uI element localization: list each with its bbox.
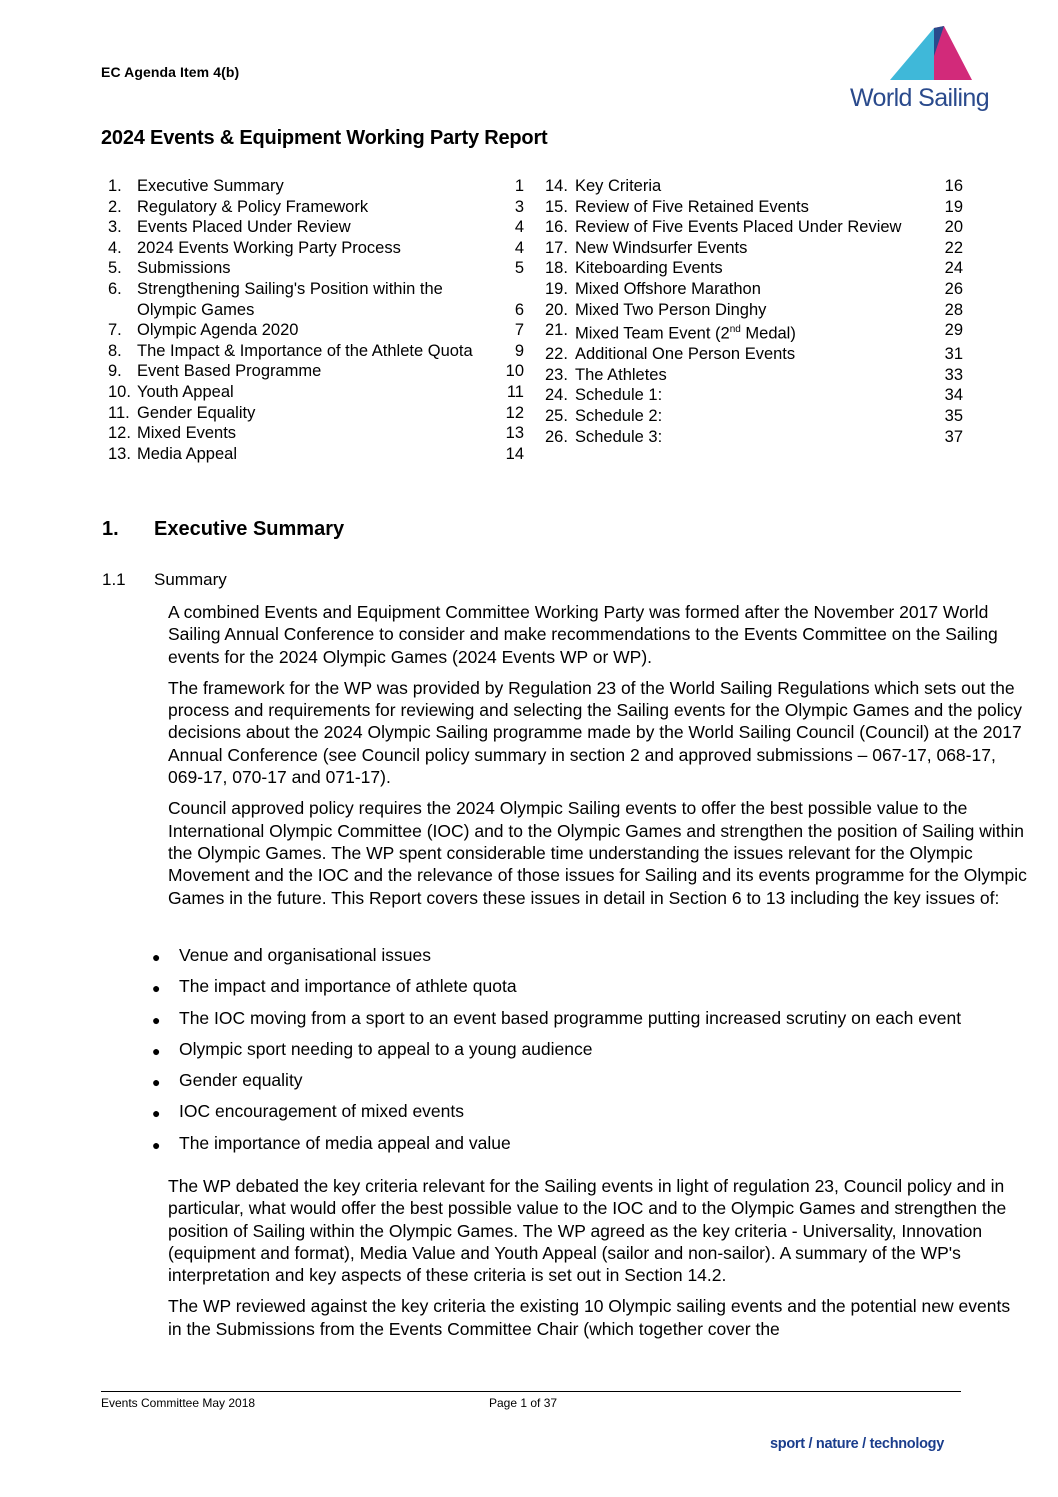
toc-entry-page: 5 xyxy=(514,259,524,278)
toc-entry-number: 21. xyxy=(545,321,568,340)
toc-entry[interactable] xyxy=(545,176,963,197)
toc-entry-label: Schedule 1: xyxy=(575,386,663,405)
toc-entry-page: 22 xyxy=(944,238,963,257)
summary-paragraphs xyxy=(168,601,1028,918)
toc-entry-label: Events Placed Under Review xyxy=(137,218,351,237)
toc-entry[interactable] xyxy=(108,238,524,259)
list-item: ● Gender equality xyxy=(152,1069,1022,1093)
toc-entry[interactable] xyxy=(108,279,524,300)
toc-entry-page: 4 xyxy=(514,238,524,257)
toc-entry-page: 35 xyxy=(944,407,963,426)
section-number: 1. xyxy=(102,518,119,540)
toc-entry-label: Olympic Games xyxy=(137,300,255,319)
toc-entry-number: 7. xyxy=(108,321,122,340)
toc-entry-label: Youth Appeal xyxy=(137,382,234,401)
list-item: ● Venue and organisational issues xyxy=(152,944,1022,968)
toc-entry[interactable] xyxy=(108,361,524,382)
bullet-icon: ● xyxy=(152,980,161,997)
toc-entry-label: Executive Summary xyxy=(137,177,284,195)
toc-entry-page: 10 xyxy=(505,362,524,381)
toc-entry-label: Key Criteria xyxy=(575,177,662,195)
toc-entry[interactable] xyxy=(545,320,963,344)
toc-entry-page: 20 xyxy=(944,218,963,237)
footer-divider xyxy=(101,1391,961,1392)
toc-entry[interactable] xyxy=(108,300,524,321)
toc-entry-number: 19. xyxy=(545,279,568,298)
bullet-icon: ● xyxy=(152,1136,161,1153)
toc-entry-page xyxy=(494,279,524,300)
toc-entry-label: Gender Equality xyxy=(137,403,256,422)
subsection-number: 1.1 xyxy=(102,570,126,589)
toc-entry-number: 1. xyxy=(108,177,122,195)
toc-entry-number: 8. xyxy=(108,341,122,360)
toc-entry-number: 26. xyxy=(545,427,568,446)
footer-committee-date: Events Committee May 2018 xyxy=(101,1396,256,1410)
toc-entry-page: 12 xyxy=(505,403,524,422)
toc-entry-page: 7 xyxy=(514,321,524,340)
toc-entry-label: Submissions xyxy=(137,259,231,278)
bullet-icon: ● xyxy=(152,1011,161,1028)
list-item: ● Olympic sport needing to appeal to a young audience xyxy=(152,1038,1022,1062)
toc-entry[interactable] xyxy=(108,403,524,424)
list-item: ● IOC encouragement of mixed events xyxy=(152,1100,1022,1124)
subsection-title: Summary xyxy=(154,570,227,589)
bullet-icon: ● xyxy=(152,1042,161,1059)
criteria-paragraphs xyxy=(168,1175,1028,1349)
toc-entry[interactable] xyxy=(545,238,963,259)
paragraph: Council approved policy requires the 2024 Olympic Sailing events to offer the best possible value to the International Olympic Committee (IOC) and to the Olympic Games and strengthen the position of Sailing within the Olympic Games. The WP spent considerable time understanding the issues relevant for the Olympic Movement and the IOC and the relevance of those issues for Sailing and its events programme for the Olympic Games in the future. This Report covers these issues in detail in Section 6 to 13 including the key issues of: xyxy=(168,798,1027,908)
page-number: Page 1 of 37 xyxy=(489,1396,558,1410)
key-issues-list xyxy=(152,944,1022,1163)
toc-entry[interactable] xyxy=(545,197,963,218)
toc-entry-number: 12. xyxy=(108,424,131,443)
toc-entry-page: 6 xyxy=(514,300,524,319)
toc-entry-number: 2. xyxy=(108,197,122,216)
toc-entry-page: 9 xyxy=(514,341,524,360)
toc-entry-number: 6. xyxy=(108,279,122,298)
toc-entry-page: 24 xyxy=(944,259,963,278)
toc-entry-page: 33 xyxy=(944,365,963,384)
toc-entry-label: The Athletes xyxy=(575,365,667,384)
toc-entry-number: 16. xyxy=(545,218,568,237)
world-sailing-logo xyxy=(850,26,1005,116)
toc-left-column xyxy=(108,176,524,464)
paragraph: The WP reviewed against the key criteria the existing 10 Olympic sailing events and the potential new events in the Submissions from the Events Committee Chair (which together cover the xyxy=(168,1296,1011,1339)
toc-entry[interactable] xyxy=(108,197,524,218)
toc-entry-label: Schedule 3: xyxy=(575,427,663,446)
toc-entry[interactable] xyxy=(545,300,963,321)
toc-entry-number: 4. xyxy=(108,238,122,257)
toc-entry[interactable] xyxy=(545,217,963,238)
toc-entry-page: 13 xyxy=(505,424,524,443)
toc-entry[interactable] xyxy=(545,344,963,365)
toc-entry-number: 3. xyxy=(108,218,122,237)
page-title: 2024 Events & Equipment Working Party Report xyxy=(101,127,548,149)
toc-entry-label: Mixed Events xyxy=(137,424,237,443)
toc-entry-number: 5. xyxy=(108,259,122,278)
toc-entry-label: Regulatory & Policy Framework xyxy=(137,197,369,216)
toc-entry-page: 37 xyxy=(944,427,963,446)
toc-entry-number: 25. xyxy=(545,407,568,426)
toc-entry-page: 31 xyxy=(944,345,963,364)
toc-entry[interactable] xyxy=(545,427,963,448)
toc-entry[interactable] xyxy=(108,382,524,403)
agenda-item-label: EC Agenda Item 4(b) xyxy=(101,64,240,80)
toc-entry-label: Kiteboarding Events xyxy=(575,259,723,278)
toc-entry-page: 19 xyxy=(944,197,963,216)
toc-entry-page: 14 xyxy=(505,444,524,463)
section-title: Executive Summary xyxy=(154,518,345,540)
toc-entry[interactable] xyxy=(108,258,524,279)
toc-entry-label: Review of Five Events Placed Under Review xyxy=(575,218,902,237)
list-item: ● The importance of media appeal and value xyxy=(152,1132,1022,1156)
toc-entry-page: 29 xyxy=(944,321,963,340)
logo-wordmark: World Sailing xyxy=(850,84,990,112)
toc-entry-label: 2024 Events Working Party Process xyxy=(137,238,401,257)
toc-entry-label: Mixed Team Event (2nd Medal) xyxy=(575,324,796,343)
toc-entry-number: 22. xyxy=(545,345,568,364)
toc-entry-number: 10. xyxy=(108,382,131,401)
toc-entry-label: Event Based Programme xyxy=(137,362,322,381)
toc-entry[interactable] xyxy=(545,258,963,279)
toc-entry-page: 4 xyxy=(514,218,524,237)
section-heading xyxy=(102,518,344,541)
toc-entry[interactable] xyxy=(108,341,524,362)
toc-entry-label: Mixed Two Person Dinghy xyxy=(575,300,767,319)
toc-entry-label: Review of Five Retained Events xyxy=(575,197,809,216)
list-item: ● The IOC moving from a sport to an event based programme putting increased scrutiny on each event xyxy=(152,1007,1022,1031)
toc-entry-label: Schedule 2: xyxy=(575,407,663,426)
toc-entry-label: Media Appeal xyxy=(137,444,237,463)
toc-entry[interactable] xyxy=(545,279,963,300)
toc-entry[interactable] xyxy=(545,385,963,406)
toc-entry-page: 26 xyxy=(944,279,963,298)
toc-entry[interactable] xyxy=(108,320,524,341)
toc-entry[interactable] xyxy=(108,176,524,197)
toc-entry-label: Olympic Agenda 2020 xyxy=(137,321,299,340)
toc-right-column xyxy=(545,176,963,447)
toc-entry-number: 9. xyxy=(108,362,122,381)
toc-entry[interactable] xyxy=(108,217,524,238)
sail-logo-icon xyxy=(888,26,1006,84)
bullet-icon: ● xyxy=(152,949,161,965)
toc-entry-page: 16 xyxy=(944,177,963,195)
toc-entry-page: 28 xyxy=(944,300,963,319)
paragraph: A combined Events and Equipment Committee Working Party was formed after the November 2017 World Sailing Annual Conference to consider and make recommendations to the Events Committee on the Sailing events for the 2024 Olympic Games (2024 Events WP or WP). xyxy=(168,602,998,667)
footer-tagline: sport / nature / technology xyxy=(770,1436,944,1452)
toc-entry-number: 24. xyxy=(545,386,568,405)
subsection-heading xyxy=(102,570,227,590)
toc-entry-number: 18. xyxy=(545,259,568,278)
toc-entry-label: New Windsurfer Events xyxy=(575,238,748,257)
bullet-icon: ● xyxy=(152,1074,161,1091)
toc-entry[interactable] xyxy=(545,406,963,427)
toc-entry-number xyxy=(108,300,137,321)
toc-entry-page: 3 xyxy=(514,197,524,216)
list-item: ● The impact and importance of athlete quota xyxy=(152,975,1022,999)
toc-entry-label: Additional One Person Events xyxy=(575,345,796,364)
toc-entry-label: Mixed Offshore Marathon xyxy=(575,279,761,298)
toc-entry-number: 20. xyxy=(545,300,568,319)
toc-entry-label: Strengthening Sailing's Position within the xyxy=(137,279,443,298)
paragraph: The framework for the WP was provided by Regulation 23 of the World Sailing Regulations which sets out the process and requirements for reviewing and selecting the Sailing events for the Olympic Games and the policy decisions about the 2024 Olympic Sailing programme made by the World Sailing Council (Council) at the 2017 Annual Conference (see Council policy summary in section 2 and approved submissions – 067-17, 068-17, 069-17, 070-17 and 071-17). xyxy=(168,677,1023,788)
toc-entry-page: 1 xyxy=(514,177,524,195)
toc-entry-label: The Impact & Importance of the Athlete Quota xyxy=(137,341,473,360)
toc-entry-page: 34 xyxy=(944,386,963,405)
toc-entry-number: 17. xyxy=(545,238,568,257)
toc-entry-number: 11. xyxy=(108,403,130,422)
toc-entry-number: 15. xyxy=(545,197,568,216)
toc-entry[interactable] xyxy=(108,423,524,444)
toc-entry-number: 23. xyxy=(545,365,568,384)
paragraph: The WP debated the key criteria relevant for the Sailing events in light of regulation 23, Council policy and in particular, what would offer the best possible value to the IOC and to the Olympic Games and strengthen the position of Sailing within the Olympic Games. The WP agreed as the key criteria - Universality, Innovation (equipment and format), Media Value and Youth Appeal (sailor and non-sailor). A summary of the WP's interpretation and key aspects of these criteria is set out in Section 14.2. xyxy=(168,1176,1007,1286)
toc-entry[interactable] xyxy=(545,365,963,386)
toc-entry-number: 14. xyxy=(545,177,568,195)
toc-entry[interactable] xyxy=(108,444,524,465)
toc-entry-number: 13. xyxy=(108,444,131,463)
toc-entry-page: 11 xyxy=(506,382,524,401)
bullet-icon: ● xyxy=(152,1105,161,1122)
